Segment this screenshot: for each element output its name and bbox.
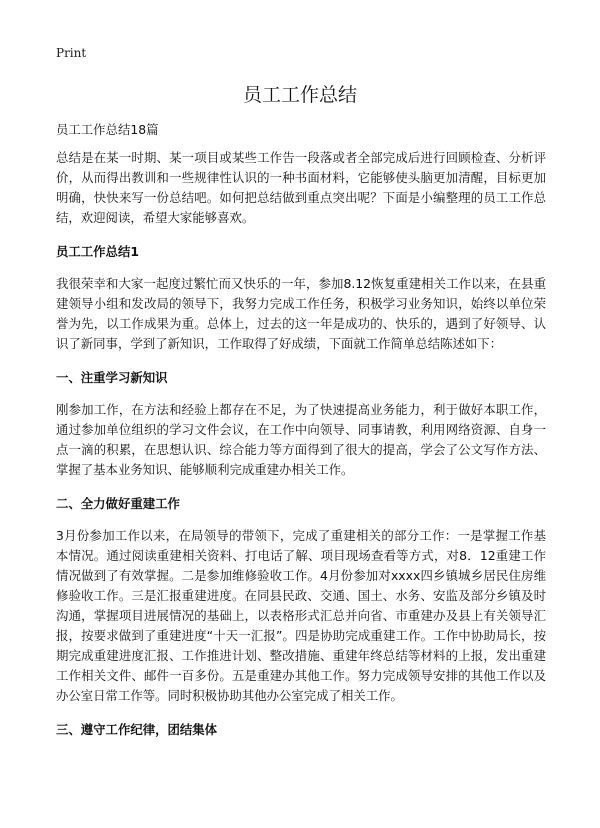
- intro-paragraph: 总结是在某一时期、某一项目或某些工作告一段落或者全部完成后进行回顾检查、分析评价，从而得出教训和一些规律性认识的一种书面材料，它能够使头脑更加清醒，目标更加明确，快快来写一份总结吧。如何把总结做到重点突出呢？下面是小编整理的员工工作总结，欢迎阅读，希望大家能够喜欢。: [56, 150, 546, 225]
- page-title: 员工工作总结: [242, 84, 357, 106]
- section-intro-paragraph: 我很荣幸和大家一起度过繁忙而又快乐的一年，参加8.12恢复重建相关工作以来，在县重建领导小组和发改局的领导下，我努力完成工作任务，积极学习业务知识，始终以单位荣誉为先，以工作成果为重。总体上，过去的这一年是成功的、快乐的，遇到了好领导、认识了新同事，学到了新知识，工作取得了好成绩，下面就工作简单总结陈述如下：: [56, 276, 546, 351]
- paragraph-reconstruction: 3月份参加工作以来，在局领导的带领下，完成了重建相关的部分工作：一是掌握工作基本情况。通过阅读重建相关资料、打电话了解、项目现场查看等方式，对8．12重建工作情况做到了有效掌握。二是参加维修验收工作。4月份参加对xxxx四乡镇城乡居民住房维修验收工作。三是汇报重建进度。在同县民政、交通、国土、水务、安监及部分乡镇及时沟通，掌握项目进展情况的基础上，以表格形式汇总并向省、市重建办及县上有关领导汇报，按要求做到了重建进度“十天一汇报”。四是协助完成重建工作。工作中协助局长，按期完成重建进度汇报、工作推进计划、整改措施、重建年终总结等材料的上报，发出重建工作相关文件、邮件一百多份。五是重建办其他工作。努力完成领导安排的其他工作以及办公室日常工作等。同时积极协助其他办公室完成了相关工作。: [56, 528, 546, 703]
- heading-discipline: 三、遵守工作纪律，团结集体: [56, 722, 218, 737]
- article-body: [56, 120, 546, 752]
- print-link[interactable]: Print: [56, 46, 87, 60]
- paragraph-study: 刚参加工作，在方法和经验上都存在不足，为了快速提高业务能力，利于做好本职工作，通过参加单位组织的学习文件会议，在工作中向领导、同事请教，利用网络资源、自身一点一滴的积累，在思想认识、综合能力等方面得到了很大的提高，学会了公文写作方法、掌握了基本业务知识、能够顺利完成重建办相关工作。: [56, 402, 546, 477]
- heading-study: 一、注重学习新知识: [56, 370, 168, 385]
- heading-reconstruction: 二、全力做好重建工作: [56, 496, 180, 511]
- section-title: 员工工作总结1: [56, 244, 139, 259]
- article-subtitle: 员工工作总结18篇: [56, 122, 159, 137]
